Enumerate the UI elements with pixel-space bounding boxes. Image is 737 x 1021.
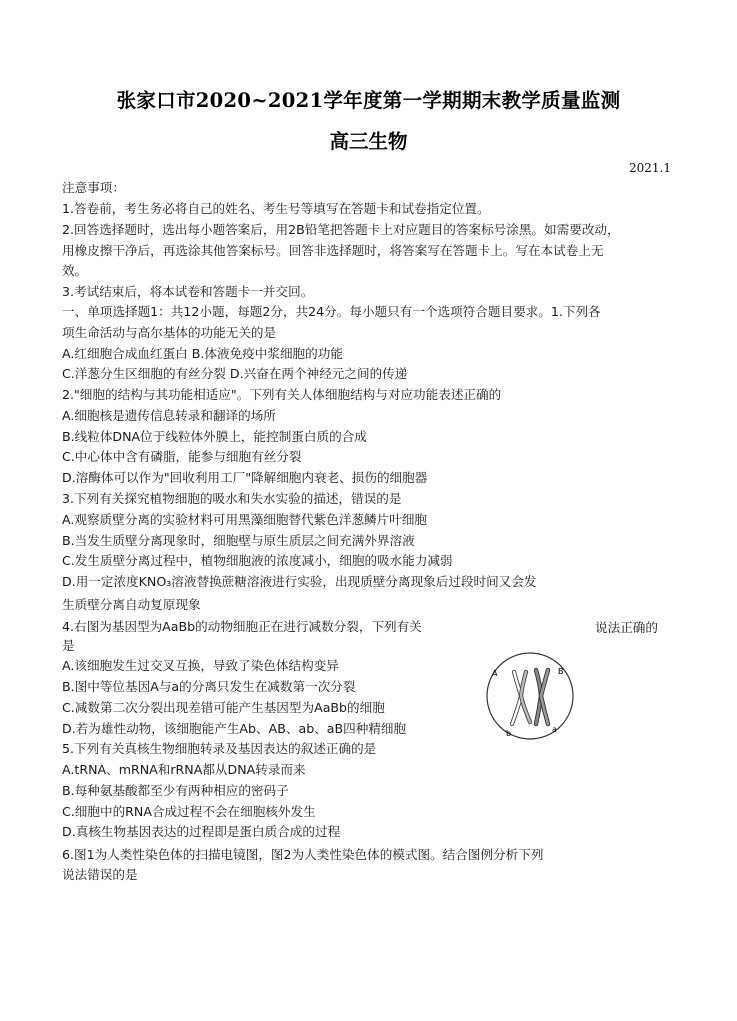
exam-date: 2021.1 xyxy=(629,161,671,175)
text-line: 说法错误的是 xyxy=(62,867,138,882)
text-line: C.细胞中的RNA合成过程不会在细胞核外发生 xyxy=(62,804,316,819)
text-line: C.减数第二次分裂出现差错可能产生基因型为AaBb的细胞 xyxy=(62,700,385,715)
gene-label-A: A xyxy=(492,669,498,678)
text-line: 2."细胞的结构与其功能相适应"。下列有关人体细胞结构与对应功能表述正确的 xyxy=(62,387,502,402)
text-line: A.红细胞合成血红蛋白 B.体液免疫中浆细胞的功能 xyxy=(62,346,343,361)
text-line: 3.下列有关探究植物细胞的吸水和失水实验的描述，错误的是 xyxy=(62,491,402,506)
exam-subtitle: 高三生物 xyxy=(329,130,408,153)
text-line: D.用一定浓度KNO₃溶液替换蔗糖溶液进行实验，出现质壁分离现象后过段时间又会发 xyxy=(62,574,537,589)
text-line: C.中心体中含有磷脂，能参与细胞有丝分裂 xyxy=(62,449,302,464)
text-line: 用橡皮擦干净后，再选涂其他答案标号。回答非选择题时，将答案写在答题卡上。写在本试卷上无 xyxy=(62,243,604,258)
text-line: D.若为雄性动物，该细胞能产生Ab、AB、ab、aB四种精细胞 xyxy=(62,721,407,736)
chromosome-left xyxy=(512,672,530,724)
text-line: B.线粒体DNA位于线粒体外膜上，能控制蛋白质的合成 xyxy=(62,429,367,444)
gene-label-a: a xyxy=(552,725,557,734)
text-line: C.发生质壁分离过程中，植物细胞液的浓度减小，细胞的吸水能力减弱 xyxy=(62,553,453,568)
text-line: 效。 xyxy=(62,263,88,278)
gene-label-b: b xyxy=(506,729,512,738)
text-line: 2.回答选择题时，选出每小题答案后，用2B铅笔把答题卡上对应题目的答案标号涂黑。如需要改动， xyxy=(62,222,620,237)
text-line: 3.考试结束后，将本试卷和答题卡一并交回。 xyxy=(62,284,314,299)
text-line: 5.下列有关真核生物细胞转录及基因表达的叙述正确的是 xyxy=(62,741,377,756)
gene-label-B: B xyxy=(558,667,564,676)
q4-right-text: 说法正确的 xyxy=(595,620,658,635)
text-line: B.每种氨基酸都至少有两种相应的密码子 xyxy=(62,783,289,798)
text-line: 4.右图为基因型为AaBb的动物细胞正在进行减数分裂，下列有关 xyxy=(62,619,422,634)
text-line: 6.图1为人类性染色体的扫描电镜图，图2为人类性染色体的模式图。结合图例分析下列 xyxy=(62,847,544,862)
text-line: C.洋葱分生区细胞的有丝分裂 D.兴奋在两个神经元之间的传递 xyxy=(62,366,408,381)
text-line: 注意事项： xyxy=(62,180,125,195)
text-line: 生质壁分离自动复原现象 xyxy=(62,597,201,612)
text-line: B.图中等位基因A与a的分离只发生在减数第一次分裂 xyxy=(62,679,356,694)
text-line: B.当发生质壁分离现象时，细胞壁与原生质层之间充满外界溶液 xyxy=(62,533,415,548)
text-line: 一、单项选择题1：共12小题，每题2分，共24分。每小题只有一个选项符合题目要求。1.下列各 xyxy=(62,304,601,319)
exam-title: 张家口市2020~2021学年度第一学期期末教学质量监测 xyxy=(116,89,621,112)
text-line: 1.答卷前，考生务必将自己的姓名、考生号等填写在答题卡和试卷指定位置。 xyxy=(62,201,490,216)
text-line: D.溶酶体可以作为"回收利用工厂"降解细胞内衰老、损伤的细胞器 xyxy=(62,470,428,485)
text-line: 是 xyxy=(62,638,75,653)
meiosis-cell-figure xyxy=(484,650,576,742)
chromosome-right xyxy=(536,670,548,724)
text-line: A.该细胞发生过交叉互换，导致了染色体结构变异 xyxy=(62,658,339,673)
text-line: 项生命活动与高尔基体的功能无关的是 xyxy=(62,325,277,340)
text-line: A.tRNA、mRNA和rRNA都从DNA转录而来 xyxy=(62,762,306,777)
cell-membrane xyxy=(487,653,573,739)
text-line: A.细胞核是遗传信息转录和翻译的场所 xyxy=(62,408,276,423)
text-line: A.观察质壁分离的实验材料可用黑藻细胞替代紫色洋葱鳞片叶细胞 xyxy=(62,512,428,527)
text-line: D.真核生物基因表达的过程即是蛋白质合成的过程 xyxy=(62,824,341,839)
